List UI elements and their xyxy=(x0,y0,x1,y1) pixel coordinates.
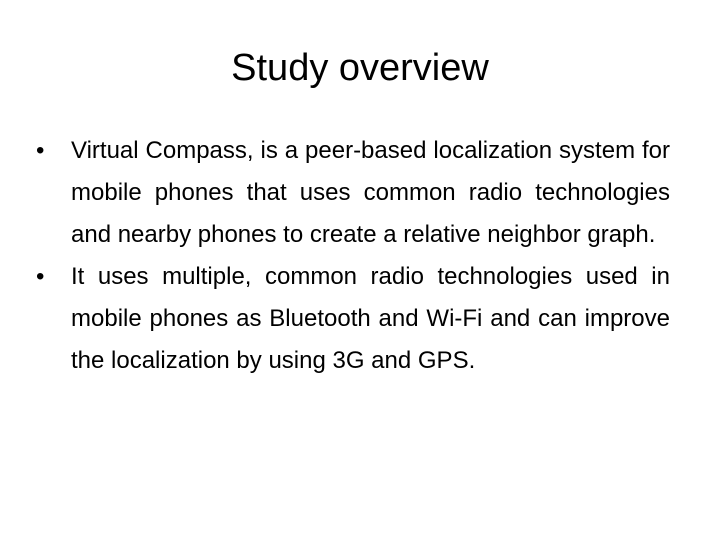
bullet-list xyxy=(36,130,670,382)
bullet-item xyxy=(36,256,670,382)
bullet-text: It uses multiple, common radio technologies used in mobile phones as Bluetooth and Wi-Fi and can improve the localization by using 3G and GPS. xyxy=(71,263,670,374)
slide-title: Study overview xyxy=(231,47,489,89)
bullet-marker: • xyxy=(36,263,45,290)
bullet-marker: • xyxy=(36,137,45,164)
bullet-item xyxy=(36,130,670,256)
bullet-text: Virtual Compass, is a peer-based localization system for mobile phones that uses common radio technologies and nearby phones to create a relative neighbor graph. xyxy=(71,137,670,248)
